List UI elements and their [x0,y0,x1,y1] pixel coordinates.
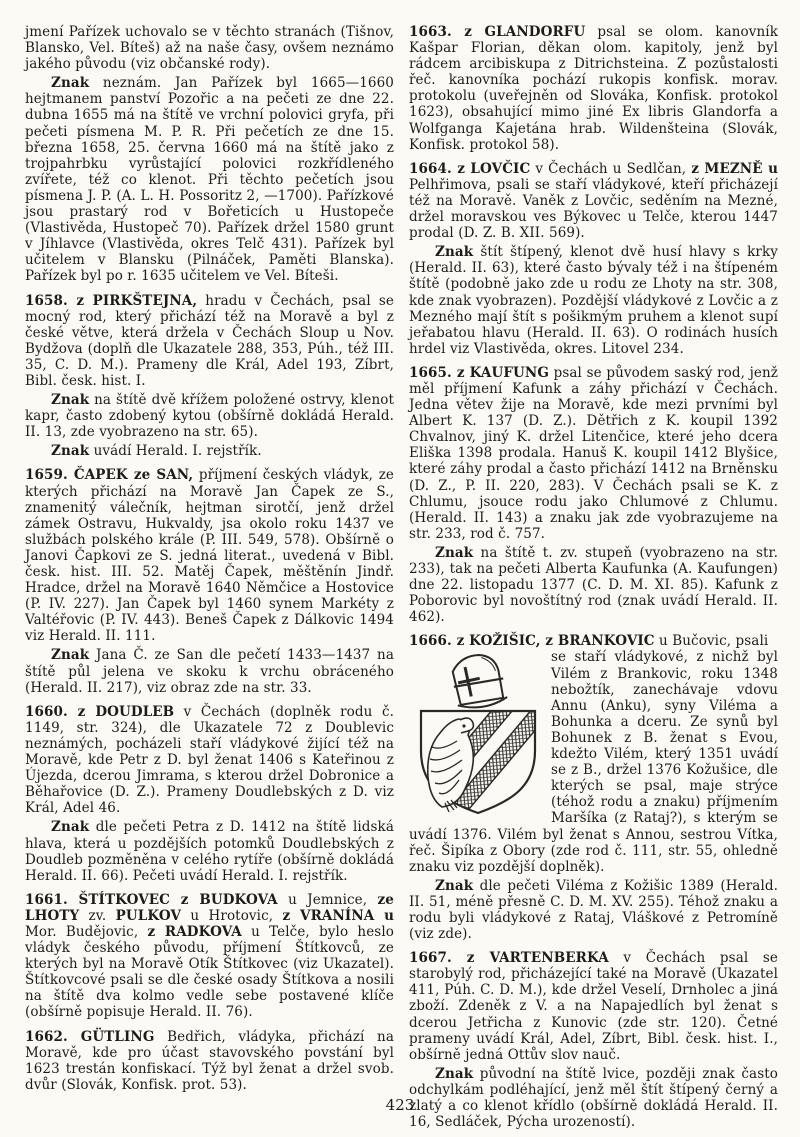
entry-paragraph [409,633,778,649]
bold-text: Znak [51,819,90,836]
body-text: psal se olom. kanovník Kašpar Florian, děkan olom. kapitoly, jenž byl rádcem arcibiskupa z Ditrichsteina. Z pozůstalosti řeč. kanovníka pochází rukopis konfisk. morav. protokolu (uveřejněn od Slováka, Konfisk. protokol 1623), obsahující mimo jiné Ex libris Glandorfa a Wolfganga Kajetána hrab. Wildenšteina (Slovák, Konfisk. protokol 58). [409,24,778,153]
body-text: hradu v Čechách, psal se mocný rod, který přichází též na Moravě a byl z české větve, která držela v Čechách Sloup u Nov. Bydžova (doplň dle Ukazatele 288, 353, Púh., též III. 35, C. D. M.). Prameny dle Král, Adel 193, Zíbrt, Bibl. česk. hist. I. [25,292,394,389]
body-text: v Čechách u Sedlčan, [530,160,692,177]
body-text: dle pečeti Viléma z Kožišic 1389 (Herald. II. 51, méně přesně C. D. M. XV. 255). Téhož znaku a rodu byli vládykové z Rataj, Vláškové z Petromíně (viz zde). [409,877,778,943]
body-text: u Telče, bylo heslo vládyk českého původu, příjmení Štítkovců, ze kterých byl na Moravě Otík Štítkovec (viz Ukazatel). Štítkovcové psali se dle české osady Štítkova a nosili na štítě dva kolmo vedle sebe postavené klíče (obšírně popisuje Herald. II. 76). [25,923,394,1021]
body-text: v Čechách (doplněk rodu č. 1149, str. 324), dle Ukazatele 72 z Doublevic neznámých, pocházeli staří vládykové žijící též na Moravě, kde Petr z D. byl ženat 1406 s Kateřinou z Újezda, dcerou Jimrama, s kterou držel Dobronice a Běhařovice (D. Z.). Prameny Doudlebských z D. viz Král, Adel 46. [25,703,394,817]
body-text: příjmení českých vládyk, ze kterých přichází na Moravě Jan Čapek ze S., znamenitý válečník, hejtman sirotčí, jenž držel zámek Ostravu, Hukvaldy, jsa okolo roku 1437 ve službách polského krále (P. III. 549, 578). Obšírně o Janovi Čapkovi ze S. jedná literat., uvedená v Bibl. česk. hist. III. 52. Matěj Čapek, měštěnín Jindř. Hradce, držel na Moravě 1640 Němčice a Hostovice (P. IV. 227). Jan Čapek byl 1460 synem Markéty z Valtéřovic (P. IV. 443). Beneš Čapek z Dálkovic 1494 viz Herald. II. 111. [25,467,394,645]
bold-text: ze LHOTY [25,891,394,924]
bold-text: 1661. ŠTÍTKOVEC z BUDKOVA [25,891,278,908]
body-text: dle pečeti Petra z D. 1412 na štítě lidská hlava, která u pozdějších potomků Doudlebských z Doudleb pozměněna v celého rytíře (obšírně dokládá Herald. II. 66). Pečeti uvádí Herald. I. rejstřík. [25,819,394,884]
bold-text: Znak [51,75,90,92]
body-text: u Jemnice, [277,891,378,908]
bold-text: 1659. ČAPEK ze SAN, [25,467,194,484]
bold-text: 1666. z KOŽIŠIC, z BRANKOVIC [409,633,655,650]
bold-text: Znak [435,544,474,561]
body-text: Mor. Budějovic, [25,923,148,940]
znak-paragraph [25,392,394,440]
body-text: neznám. Jan Pařízek byl 1665—1660 hejtmanem panství Pozořic a na pečeti ze dne 22. dubna 1655 má na štítě ve vrchní polovici gryfa, při pečeti písmena M. P. R. Při pečetích ze dne 15. března 1658, 25. června 1660 má na štítě jako z trojpahrbku vyrůstající polovici rozkřídleného zvířete, též co klenot. Při těchto pečetích jsou písmena J. P. (A. L. H. Possoritz 2, —1700). Pařízkové jsou prastarý rod v Bořeticích u Hustopeče (Vlastivěda, Hustopeč 70). Pařízek držel 1580 grunt v Jíhlavce (Vlastivěda, okres Telč 431). Pařízek byl učitelem v Blansku (Pilnáček, Paměti Blanska). Pařízek byl po r. 1635 učitelem ve Vel. Bíteši. [25,75,394,285]
bold-text: 1664. z LOVČIC [409,160,531,177]
paragraph [409,24,778,153]
bold-text: z MEZNĚ u [691,160,778,177]
entry-paragraph [25,467,394,644]
znak-paragraph [25,819,394,883]
bold-text: z RADKOVA [147,923,242,940]
bold-text: Znak [51,647,90,664]
znak-paragraph [25,647,394,695]
bold-text: PULKOV [115,907,182,924]
znak-paragraph [25,75,394,284]
body-text: psal se původem saský rod, jenž měl příjmení Kafunk a záhy přichází v Čechách. Jedna větev žije na Moravě, kde mezi prvními byl Albert K. 137 (D. Z.). Dětřich z K. koupil 1392 Chvalnov, jiný K. držel Litenčice, které jeho dcera Eliška 1398 prodala. Hanuš K. koupil 1412 Blyšice, které záhy prodal a často přichází 1412 na Brněnsku (D. Z., P. II. 220, 283). V Čechách psali se K. z Chlumu, jsouce rodu jako Chlumové z Chlumu. (Herald. II. 143) a znaku jak zde vyobrazujeme na str. 233, rod č. 757. [409,364,778,542]
entry-paragraph [25,1029,394,1093]
body-text: na štítě t. zv. stupeň (vyobrazeno na str. 233), tak na pečeti Alberta Kaufunka (A. Kaufungen) dne 22. listopadu 1377 (C. D. M. XI. 85). Kafunk z Poborovic byl novoštítný rod (znak uvádí Herald. II. 462). [409,544,778,626]
bold-text: Znak [435,877,474,894]
entry-paragraph [409,950,778,1063]
coat-of-arms-illustration [409,651,541,819]
znak-paragraph [409,545,778,625]
body-text: zv. [79,907,116,924]
page-number: 423 [385,1096,415,1114]
bold-text: 1667. z VARTENBERKA [409,950,609,967]
bold-text: 1665. z KAUFUNG [409,364,549,381]
bold-text: Znak [435,1065,474,1082]
paragraph [409,649,778,874]
bold-text: 1663. z GLANDORFU [409,24,586,40]
body-text: u Bučovic, psali [654,633,769,650]
entry-paragraph [409,161,778,241]
body-text: štít štípený, klenot dvě husí hlavy s krky (Herald. II. 63), které často bývaly též i na štípeném štítě (podobně jako zde u rodu ze Lhoty na str. 308, kde znak vyobrazen). Pozdější vládykové z Lovčic a z Mezného mají štít s pošikmým pruhem a klenot supí jeřabatou hlavu (Herald. II. 63). O rodinách husích hrdel viz Vlastivěda, okres. Litovel 234. [409,244,778,357]
bold-text: Znak [51,392,90,409]
body-text: v Čechách psal se starobylý rod, přicházející také na Moravě (Ukazatel 411, Púh. C. D. M.), kde držel Veselí, Drnholec a jiná zboží. Zdeněk z V. a na Napajedlích byl ženat s dcerou Jetřicha z Kunovic (zde str. 120). Četné prameny uvádí Král, Adel, Zíbrt, Bibl. česk. hist. I., obšírně jedná Ottův slov nauč. [409,950,778,1063]
znak-paragraph [409,878,778,942]
entry-paragraph [25,293,394,390]
body-text: uvádí Herald. I. rejstřík. [89,443,262,460]
bold-text: 1658. z PIRKŠTEJNA, [25,292,198,309]
paragraph [25,24,394,72]
bold-text: Znak [435,244,474,261]
entry-paragraph [25,892,394,1021]
bold-text: 1660. z DOUDLEB [25,703,175,720]
entry-paragraph [25,704,394,817]
body-text: jmení Pařízek uchovalo se v těchto stranách (Tišnov, Blansko, Vel. Bíteš) až na naše časy, ovšem neznámo jakého původu (viz občanské rody). [25,24,394,73]
bold-text: Znak [51,443,90,460]
body-text: na štítě dvě křížem položené ostrvy, klenot kapr, často zdobený kytou (obšírně dokládá Herald. II. 13, zde vyobrazeno na str. 65). [25,392,394,441]
body-text: Bedřich, vládyka, přichází na Moravě, kde pro účast stavovského povstání byl 1623 trestán konfiskací. Týž byl ženat a držel svob. dvůr (Slovák, Konfisk. prot. 53). [25,1028,394,1093]
left-column [25,24,394,1130]
body-text: Jana Č. ze San dle pečetí 1433—1437 na štítě půl jelena ve skoku k vrchu obráceného (Herald. II. 217), viz obraz zde na str. 33. [25,647,394,696]
right-column [409,24,778,1130]
body-text: se staří vládykové, z nichž byl Vilém z Brankovic, roku 1348 nebožtík, zanechávaje vdovu Annu (Anku), syny Viléma a Bohunka a dceru. Ze synů byl Bohunek z B. ženat s Evou, kdežto Vilém, který 1351 uvádí se z B., držel 1376 Kožušice, dle kterých se psal, maje strýce (téhož rodu a znaku) příjmením Maršíka (z Rataj?), s kterým se uvádí 1376. Vilém byl ženat s Annou, sestrou Vítka, řeč. Šipíka z Obory (zde rod č. 111, str. 55, ohledně znaku viz pozdější doplněk). [409,649,778,875]
body-text: původní na štítě lvice, později znak často odchylkám podléhající, jenž měl štít štípený černý a zlatý a co klenot křídlo (obšírně dokládá Herald. II. 16, Sedláček, Pýcha urozeností). [409,1065,778,1131]
znak-paragraph [25,443,394,459]
helm-icon [448,651,508,712]
entry-paragraph [409,365,778,542]
znak-paragraph [409,244,778,357]
body-text: u Hrotovic, [181,907,283,924]
bold-text: 1662. GÜTLING [25,1028,155,1045]
bold-text: z VRANÍNA u [282,907,394,924]
body-text: Pelhřimova, psali se staří vládykové, kteří přicházejí též na Moravě. Vaněk z Lovčic, seděním na Mezné, držel moravskou ves Býkovec u Telče, kterou 1447 prodal (D. Z. B. XII. 569). [409,176,778,242]
